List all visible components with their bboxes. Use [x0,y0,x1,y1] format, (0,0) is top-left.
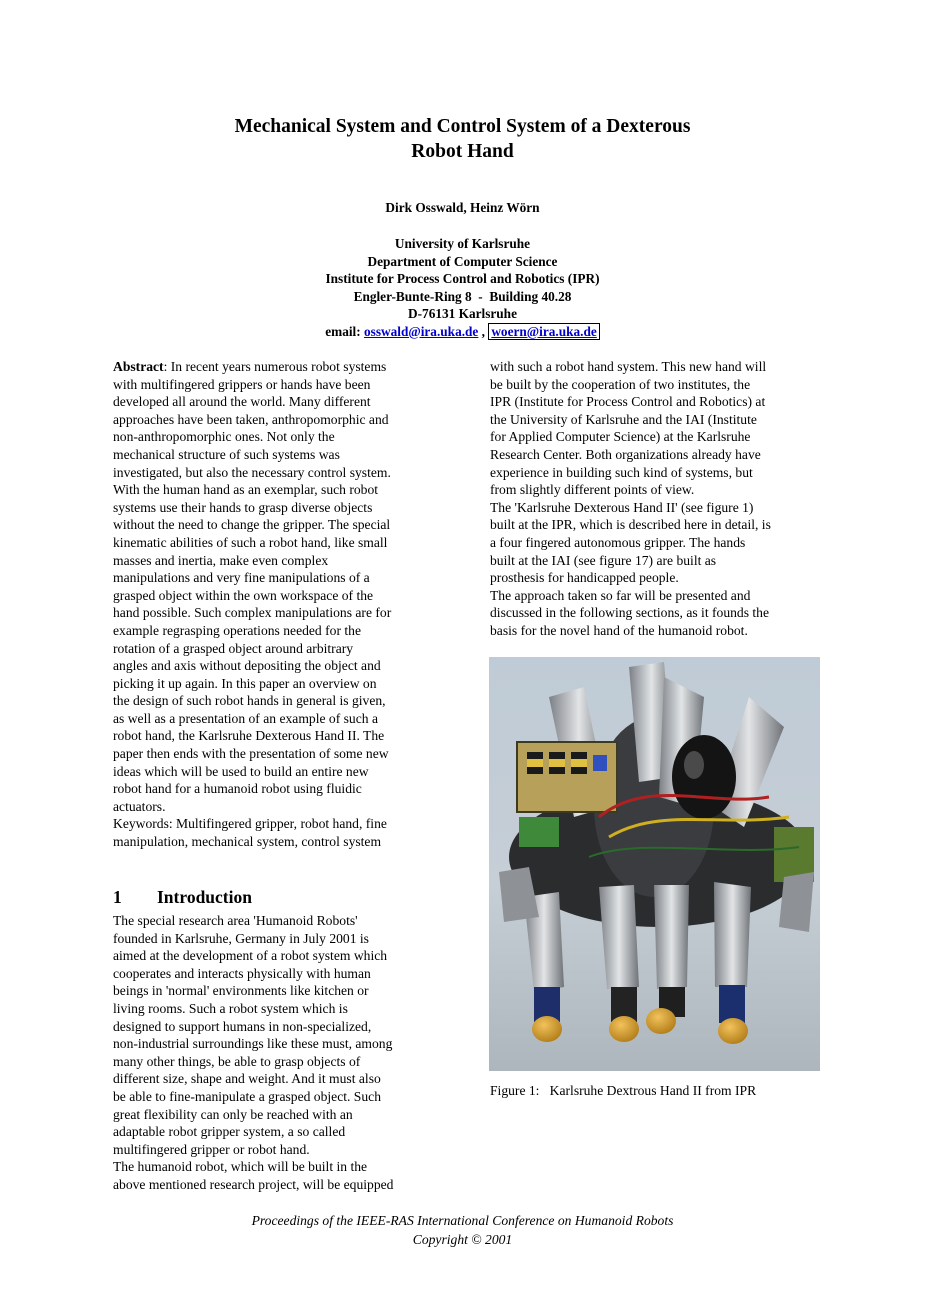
abstract-line: masses and inertia, make even complex [113,552,329,568]
abstract-line: picking it up again. In this paper an overview on [113,675,377,691]
abstract-line: robot hand, the Karlsruhe Dexterous Hand II. The [113,728,385,744]
university: University of Karlsruhe [394,236,531,251]
affiliation [150,235,775,340]
right-column-text-line: experience in building such kind of systems, but [490,464,753,480]
figure-1-caption: Figure 1: Karlsruhe Dextrous Hand II from IPR [490,1083,757,1098]
title-line-1: Mechanical System and Control System of a Dexterous [234,116,691,137]
abstract-line: kinematic abilities of such a robot hand, like small [113,534,388,550]
introduction-text-line: non-industrial surroundings like these must, among [113,1036,393,1052]
abstract-line: without the need to change the gripper. The special [113,517,391,533]
section-number: 1 [113,887,122,907]
abstract-line: Keywords: Multifingered gripper, robot hand, fine [113,816,387,832]
introduction-text-line: multifingered gripper or robot hand. [113,1141,310,1157]
right-column-text-line: for Applied Computer Science) at the Karlsruhe [490,429,751,445]
right-column-text-line: The approach taken so far will be presented and [490,587,751,603]
abstract-line: non-anthropomorphic ones. Not only the [113,429,335,445]
abstract-line: developed all around the world. Many different [113,394,371,410]
abstract-line: paper then ends with the presentation of some new [113,746,389,762]
introduction-text-line: great flexibility can only be reached with an [113,1106,353,1122]
institute: Institute for Process Control and Robotics (IPR) [325,271,600,286]
section-title: Introduction [157,887,252,907]
introduction-text-line: cooperates and interacts physically with human [113,965,371,981]
introduction-text [113,912,438,1194]
abstract-line: rotation of a grasped object around arbitrary [113,640,354,656]
right-column-text-line: with such a robot hand system. This new hand will [490,359,767,374]
introduction-text-line: different size, shape and weight. And it must also [113,1071,381,1087]
introduction-text-line: be able to fine-manipulate a grasped object. Such [113,1088,381,1104]
right-column-text-line: a four fingered autonomous gripper. The hands [490,534,746,550]
right-column-text-line: built at the IPR, which is described here in detail, is [490,517,771,533]
introduction-text-line: designed to support humans in non-specialized, [113,1018,372,1034]
department: Department of Computer Science [367,253,558,269]
abstract-line: manipulations and very fine manipulations of a [113,570,370,586]
right-column-text-line: basis for the novel hand of the humanoid robot. [490,622,748,638]
abstract-line: ideas which will be used to build an entire new [113,763,369,779]
robot-hand-image [489,657,820,1071]
abstract-line: example regrasping operations needed for the [113,622,361,638]
abstract-line: investigated, but also the necessary control system. [113,464,391,480]
introduction-text-line: many other things, be able to grasp objects of [113,1053,361,1069]
email-label: email: [325,323,361,339]
right-column-text-line: The 'Karlsruhe Dexterous Hand II' (see figure 1) [490,499,754,515]
abstract-line: mechanical structure of such systems was [113,446,340,462]
abstract-label: Abstract [113,359,164,374]
authors: Dirk Osswald, Heinz Wörn [385,200,540,215]
street-address: Engler-Bunte-Ring 8 - Building 40.28 [353,288,572,304]
page-footer [150,1211,775,1249]
introduction-text-line: adaptable robot gripper system, a so called [113,1124,346,1140]
title-line-2: Robot Hand [411,141,514,162]
introduction-text-line: living rooms. Such a robot system which is [113,1000,348,1016]
abstract-line: the design of such robot hands in general is given, [113,693,386,709]
introduction-text-line: The special research area 'Humanoid Robots' [113,913,358,928]
footer-copyright: Copyright © 2001 [412,1232,513,1247]
email-link-osswald[interactable]: osswald@ira.uka.de [364,323,479,339]
abstract-line: grasped object within the own workspace of the [113,587,374,603]
introduction-text-line: The humanoid robot, which will be built in the [113,1159,368,1175]
right-column-text-line: the University of Karlsruhe and the IAI (Institute [490,411,757,427]
right-column-text-line: prosthesis for handicapped people. [490,570,679,586]
page-title [150,114,775,164]
abstract-line: manipulation, mechanical system, control system [113,834,382,850]
email-separator: , [481,323,485,339]
introduction-text-line: aimed at the development of a robot system which [113,948,388,964]
abstract-line: angles and axis without depositing the object and [113,658,381,674]
abstract-line: Abstract: In recent years numerous robot systems [113,359,387,374]
abstract [113,358,438,851]
abstract-line: as well as a presentation of an example of such a [113,710,378,726]
abstract-line: with multifingered grippers or hands have been [113,376,371,392]
footer-proceedings: Proceedings of the IEEE-RAS International Conference on Humanoid Robots [251,1213,674,1228]
right-column-text-line: from slightly different points of view. [490,482,695,498]
figure-1-robot-hand-photo [489,657,820,1071]
introduction-text-line: founded in Karlsruhe, Germany in July 2001 is [113,930,369,946]
right-column-text-line: be built by the cooperation of two institutes, the [490,376,751,392]
email-link-woern[interactable]: woern@ira.uka.de [488,323,599,340]
right-column-text-line: IPR (Institute for Process Control and Robotics) at [490,394,766,410]
email-line [150,323,775,341]
abstract-line: approaches have been taken, anthropomorphic and [113,411,389,427]
abstract-line: robot hand for a humanoid robot using fluidic [113,781,362,797]
right-column-text-line: Research Center. Both organizations already have [490,446,761,462]
right-column-text-line: built at the IAI (see figure 17) are built as [490,552,717,568]
abstract-line: actuators. [113,798,166,814]
right-column-text-line: discussed in the following sections, as it founds the [490,605,770,621]
abstract-line: hand possible. Such complex manipulations are for [113,605,392,621]
abstract-line: systems use their hands to grasp diverse objects [113,499,373,515]
introduction-text-line: above mentioned research project, will be equipped [113,1176,394,1192]
abstract-line: With the human hand as an exemplar, such robot [113,482,379,498]
section-heading-introduction [113,885,252,909]
city: D-76131 Karlsruhe [408,306,517,321]
introduction-text-line: beings in 'normal' environments like kitchen or [113,983,369,999]
right-column-text [490,358,820,640]
